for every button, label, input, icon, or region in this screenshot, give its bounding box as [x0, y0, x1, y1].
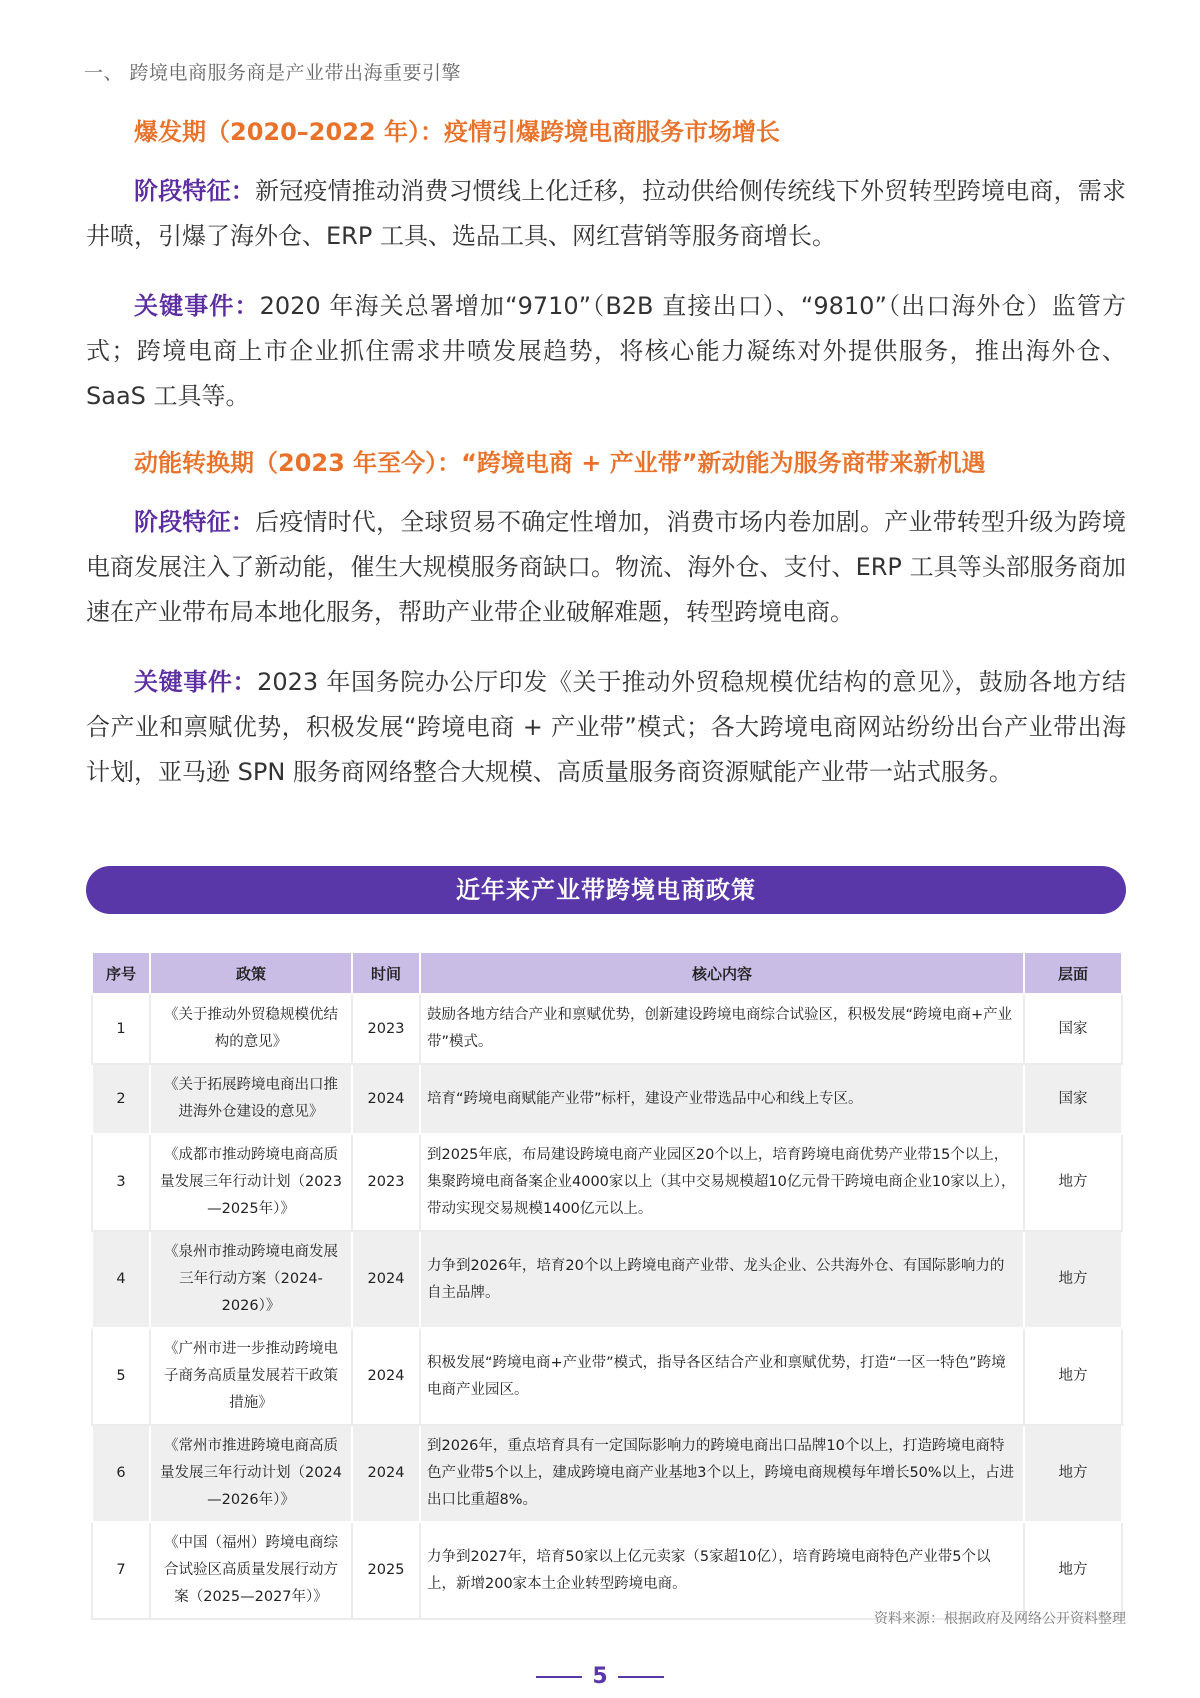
phase1-feature-text: 新冠疫情推动消费习惯线上化迁移，拉动供给侧传统线下外贸转型跨境电商，需求井喷，引爆了海外仓、ERP 工具、选品工具、网红营销等服务商增长。 — [86, 177, 1126, 250]
phase1-event-paragraph — [86, 284, 1126, 419]
main-content — [86, 100, 1126, 795]
phase2-event-label: 关键事件： — [134, 668, 258, 696]
row-level: 地方 — [1024, 1328, 1122, 1425]
source-note: 资料来源：根据政府及网络公开资料整理 — [874, 1611, 1126, 1627]
table-row — [92, 1328, 1122, 1425]
header-level: 层面 — [1024, 952, 1122, 994]
header-content: 核心内容 — [420, 952, 1024, 994]
row-year: 2025 — [352, 1522, 420, 1619]
row-policy: 《泉州市推动跨境电商发展三年行动方案（2024-2026）》 — [150, 1231, 352, 1328]
row-no: 5 — [92, 1328, 150, 1425]
table-row — [92, 1064, 1122, 1134]
row-level: 地方 — [1024, 1231, 1122, 1328]
table-row — [92, 1425, 1122, 1522]
header-year: 时间 — [352, 952, 420, 994]
row-no: 2 — [92, 1064, 150, 1134]
phase1-title: 爆发期（2020–2022 年）：疫情引爆跨境电商服务市场增长 — [134, 118, 780, 146]
header-no: 序号 — [92, 952, 150, 994]
row-content: 培育“跨境电商赋能产业带”标杆，建设产业带选品中心和线上专区。 — [420, 1064, 1024, 1134]
page-number — [0, 1664, 1200, 1689]
row-content: 积极发展“跨境电商+产业带”模式，指导各区结合产业和禀赋优势，打造“一区一特色”跨境电商产业园区。 — [420, 1328, 1024, 1425]
table-row — [92, 1522, 1122, 1619]
phase1-event-text: 2020 年海关总署增加“9710”（B2B 直接出口）、“9810”（出口海外仓）监管方式；跨境电商上市企业抓住需求井喷发展趋势，将核心能力凝练对外提供服务，推出海外仓、SaaS 工具等。 — [86, 292, 1126, 410]
row-content: 力争到2027年，培育50家以上亿元卖家（5家超10亿），培育跨境电商特色产业带5个以上，新增200家本土企业转型跨境电商。 — [420, 1522, 1024, 1619]
row-no: 7 — [92, 1522, 150, 1619]
row-level: 国家 — [1024, 1064, 1122, 1134]
row-year: 2024 — [352, 1328, 420, 1425]
row-no: 4 — [92, 1231, 150, 1328]
row-content: 力争到2026年，培育20个以上跨境电商产业带、龙头企业、公共海外仓、有国际影响力的自主品牌。 — [420, 1231, 1024, 1328]
row-no: 3 — [92, 1134, 150, 1231]
row-year: 2024 — [352, 1231, 420, 1328]
row-policy: 《关于推动外贸稳规模优结构的意见》 — [150, 994, 352, 1064]
row-policy: 《关于拓展跨境电商出口推进海外仓建设的意见》 — [150, 1064, 352, 1134]
row-year: 2023 — [352, 1134, 420, 1231]
page-dash-left — [536, 1676, 582, 1678]
row-level: 国家 — [1024, 994, 1122, 1064]
row-level: 地方 — [1024, 1134, 1122, 1231]
phase2-event-paragraph — [86, 660, 1126, 795]
header-policy: 政策 — [150, 952, 352, 994]
row-no: 6 — [92, 1425, 150, 1522]
phase2-feature-label: 阶段特征： — [134, 508, 255, 536]
table-row — [92, 1231, 1122, 1328]
row-content: 鼓励各地方结合产业和禀赋优势，创新建设跨境电商综合试验区，积极发展“跨境电商+产业带”模式。 — [420, 994, 1024, 1064]
row-year: 2023 — [352, 994, 420, 1064]
page-dash-right — [618, 1676, 664, 1678]
table-row — [92, 1134, 1122, 1231]
row-year: 2024 — [352, 1064, 420, 1134]
table-row — [92, 994, 1122, 1064]
row-level: 地方 — [1024, 1522, 1122, 1619]
row-policy: 《成都市推动跨境电商高质量发展三年行动计划（2023—2025年）》 — [150, 1134, 352, 1231]
policy-table-wrapper — [91, 951, 1121, 1620]
page-number-text: 5 — [592, 1664, 608, 1689]
phase2-title: 动能转换期（2023 年至今）：“跨境电商 + 产业带”新动能为服务商带来新机遇 — [134, 449, 986, 477]
phase2-feature-paragraph — [86, 500, 1126, 635]
phase2-event-text: 2023 年国务院办公厅印发《关于推动外贸稳规模优结构的意见》，鼓励各地方结合产业和禀赋优势，积极发展“跨境电商 + 产业带”模式；各大跨境电商网站纷纷出台产业带出海计划，亚马逊 SPN 服务商网络整合大规模、高质量服务商资源赋能产业带一站式服务。 — [86, 668, 1127, 786]
row-year: 2024 — [352, 1425, 420, 1522]
policy-table — [91, 951, 1123, 1620]
table-header-row — [92, 952, 1122, 994]
section-header: 一、 跨境电商服务商是产业带出海重要引擎 — [84, 62, 462, 84]
row-level: 地方 — [1024, 1425, 1122, 1522]
row-content: 到2025年底，布局建设跨境电商产业园区20个以上，培育跨境电商优势产业带15个以上，集聚跨境电商备案企业4000家以上（其中交易规模超10亿元骨干跨境电商企业10家以上），带动实现交易规模1400亿元以上。 — [420, 1134, 1024, 1231]
row-no: 1 — [92, 994, 150, 1064]
row-policy: 《中国（福州）跨境电商综合试验区高质量发展行动方案（2025—2027年）》 — [150, 1522, 352, 1619]
phase1-event-label: 关键事件： — [134, 292, 260, 320]
row-policy: 《常州市推进跨境电商高质量发展三年行动计划（2024—2026年）》 — [150, 1425, 352, 1522]
row-policy: 《广州市进一步推动跨境电子商务高质量发展若干政策措施》 — [150, 1328, 352, 1425]
phase1-feature-label: 阶段特征： — [134, 177, 255, 205]
phase2-feature-text: 后疫情时代，全球贸易不确定性增加，消费市场内卷加剧。产业带转型升级为跨境电商发展注入了新动能，催生大规模服务商缺口。物流、海外仓、支付、ERP 工具等头部服务商加速在产业带布局本地化服务，帮助产业带企业破解难题，转型跨境电商。 — [86, 508, 1126, 626]
row-content: 到2026年，重点培育具有一定国际影响力的跨境电商出口品牌10个以上，打造跨境电商特色产业带5个以上，建成跨境电商产业基地3个以上，跨境电商规模每年增长50%以上，占进出口比重超8%。 — [420, 1425, 1024, 1522]
phase1-feature-paragraph — [86, 169, 1126, 259]
table-title-banner: 近年来产业带跨境电商政策 — [86, 866, 1126, 914]
